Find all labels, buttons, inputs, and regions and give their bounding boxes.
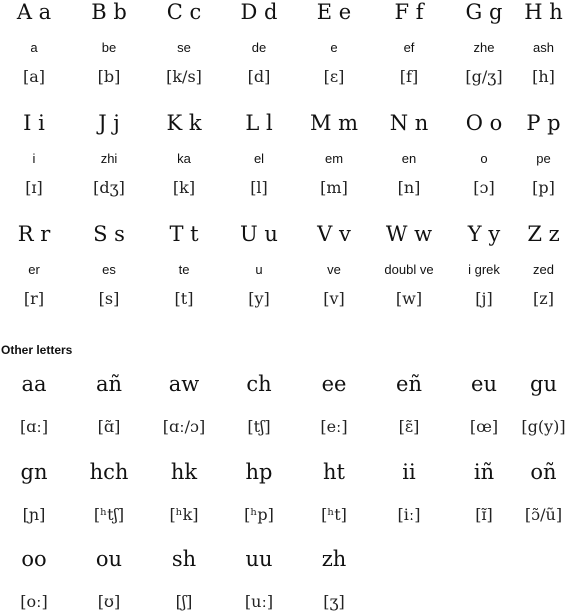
digraph-glyph: zh xyxy=(321,547,347,571)
letter-glyph: D d xyxy=(240,0,278,24)
digraph-ipa: [ʒ] xyxy=(323,592,345,611)
letter-ipa: [p] xyxy=(532,178,555,197)
letter-ipa: [y] xyxy=(248,289,270,308)
letter-ipa: [k/s] xyxy=(166,67,202,86)
letter-ipa: [ɪ] xyxy=(25,178,43,197)
digraph-ipa: [ʰk] xyxy=(169,505,199,524)
letter-name: en xyxy=(401,151,417,166)
digraph-ipa: [ɔ̃/ũ] xyxy=(524,505,563,524)
digraph-glyph: ou xyxy=(95,547,123,571)
letter-ipa: [b] xyxy=(97,67,121,86)
other-letters-heading: Other letters xyxy=(1,343,73,357)
letter-ipa: [d] xyxy=(247,67,271,86)
digraph-glyph: hch xyxy=(89,460,129,484)
letter-ipa: [j] xyxy=(475,289,493,308)
letter-glyph: M m xyxy=(309,111,359,135)
letter-glyph: F f xyxy=(394,0,424,24)
letter-glyph: U u xyxy=(240,222,278,246)
digraph-glyph: uu xyxy=(245,547,273,571)
digraph-glyph: aw xyxy=(168,372,200,396)
letter-ipa: [v] xyxy=(323,289,345,308)
letter-name: e xyxy=(330,40,338,55)
letter-ipa: [f] xyxy=(399,67,419,86)
letter-ipa: [s] xyxy=(98,289,120,308)
letter-ipa: [m] xyxy=(320,178,348,197)
letter-name: a xyxy=(30,40,38,55)
letter-name: zed xyxy=(533,262,554,277)
letter-name: i xyxy=(32,151,36,166)
letter-name: i grek xyxy=(468,262,500,277)
letter-glyph: P p xyxy=(526,111,561,135)
letter-ipa: [n] xyxy=(397,178,421,197)
letter-name: zhe xyxy=(473,40,495,55)
letter-name: zhi xyxy=(100,151,118,166)
digraph-ipa: [iː] xyxy=(397,505,421,524)
letter-name: de xyxy=(251,40,267,55)
letter-glyph: J j xyxy=(98,111,120,135)
letter-ipa: [ɔ] xyxy=(473,178,495,197)
letter-glyph: R r xyxy=(17,222,51,246)
digraph-glyph: ht xyxy=(323,460,345,484)
digraph-ipa: [ɲ] xyxy=(22,505,46,524)
letter-ipa: [k] xyxy=(172,178,196,197)
letter-name: te xyxy=(178,262,190,277)
letter-ipa: [r] xyxy=(23,289,45,308)
digraph-glyph: gu xyxy=(530,372,557,396)
letter-name: el xyxy=(253,151,265,166)
letter-name: ve xyxy=(327,262,341,277)
digraph-glyph: ch xyxy=(246,372,272,396)
digraph-glyph: aa xyxy=(21,372,47,396)
letter-name: em xyxy=(324,151,344,166)
letter-name: ka xyxy=(177,151,191,166)
letter-ipa: [z] xyxy=(533,289,554,308)
letter-ipa: [t] xyxy=(174,289,194,308)
letter-ipa: [a] xyxy=(22,67,46,86)
letter-glyph: E e xyxy=(316,0,352,24)
letter-ipa: [ɛ] xyxy=(323,67,345,86)
letter-glyph: K k xyxy=(166,111,202,135)
letter-name: es xyxy=(102,262,116,277)
letter-name: se xyxy=(177,40,191,55)
letter-name: pe xyxy=(536,151,551,166)
letter-glyph: I i xyxy=(23,111,45,135)
letter-ipa: [l] xyxy=(250,178,268,197)
digraph-glyph: eñ xyxy=(396,372,422,396)
letter-glyph: T t xyxy=(169,222,199,246)
digraph-glyph: iñ xyxy=(473,460,495,484)
letter-glyph: Z z xyxy=(527,222,560,246)
letter-name: er xyxy=(28,262,40,277)
digraph-glyph: añ xyxy=(95,372,123,396)
letter-glyph: Y y xyxy=(467,222,501,246)
digraph-ipa: [tʃ] xyxy=(247,417,271,436)
digraph-glyph: eu xyxy=(471,372,497,396)
letter-name: be xyxy=(101,40,117,55)
digraph-glyph: hp xyxy=(245,460,273,484)
letter-glyph: L l xyxy=(245,111,273,135)
digraph-ipa: [ɑː/ɔ] xyxy=(162,417,206,436)
digraph-glyph: oñ xyxy=(530,460,557,484)
digraph-ipa: [ʃ] xyxy=(175,592,193,611)
letter-glyph: A a xyxy=(16,0,52,24)
digraph-ipa: [ʊ] xyxy=(97,592,121,611)
letter-glyph: S s xyxy=(93,222,125,246)
letter-name: ash xyxy=(533,40,554,55)
digraph-ipa: [œ] xyxy=(469,417,499,436)
digraph-ipa: [ɛ̃] xyxy=(398,417,420,436)
digraph-ipa: [ʰt] xyxy=(321,505,347,524)
letter-ipa: [dʒ] xyxy=(93,178,125,197)
letter-glyph: C c xyxy=(166,0,202,24)
letter-name: u xyxy=(255,262,263,277)
letter-glyph: G g xyxy=(465,0,503,24)
letter-name: o xyxy=(480,151,488,166)
letter-glyph: O o xyxy=(465,111,503,135)
digraph-ipa: [ɑ̃] xyxy=(97,417,121,436)
digraph-glyph: sh xyxy=(171,547,197,571)
letter-ipa: [h] xyxy=(532,67,555,86)
digraph-ipa: [ɪ̃] xyxy=(475,505,493,524)
digraph-ipa: [ɑː] xyxy=(19,417,49,436)
letter-name: doubl ve xyxy=(384,262,434,277)
digraph-ipa: [oː] xyxy=(20,592,48,611)
digraph-ipa: [ʰp] xyxy=(244,505,274,524)
letter-glyph: B b xyxy=(91,0,127,24)
digraph-glyph: oo xyxy=(21,547,47,571)
digraph-ipa: [uː] xyxy=(244,592,274,611)
letter-glyph: H h xyxy=(524,0,563,24)
letter-name: ef xyxy=(403,40,415,55)
letter-glyph: N n xyxy=(389,111,429,135)
letter-glyph: V v xyxy=(317,222,351,246)
digraph-glyph: gn xyxy=(20,460,48,484)
digraph-glyph: ii xyxy=(402,460,416,484)
digraph-ipa: [g(y)] xyxy=(521,417,566,436)
digraph-ipa: [ʰtʃ] xyxy=(93,505,125,524)
letter-ipa: [g/ʒ] xyxy=(465,67,503,86)
letter-glyph: W w xyxy=(385,222,433,246)
digraph-ipa: [eː] xyxy=(320,417,348,436)
digraph-glyph: ee xyxy=(321,372,347,396)
digraph-glyph: hk xyxy=(170,460,198,484)
letter-ipa: [w] xyxy=(395,289,423,308)
